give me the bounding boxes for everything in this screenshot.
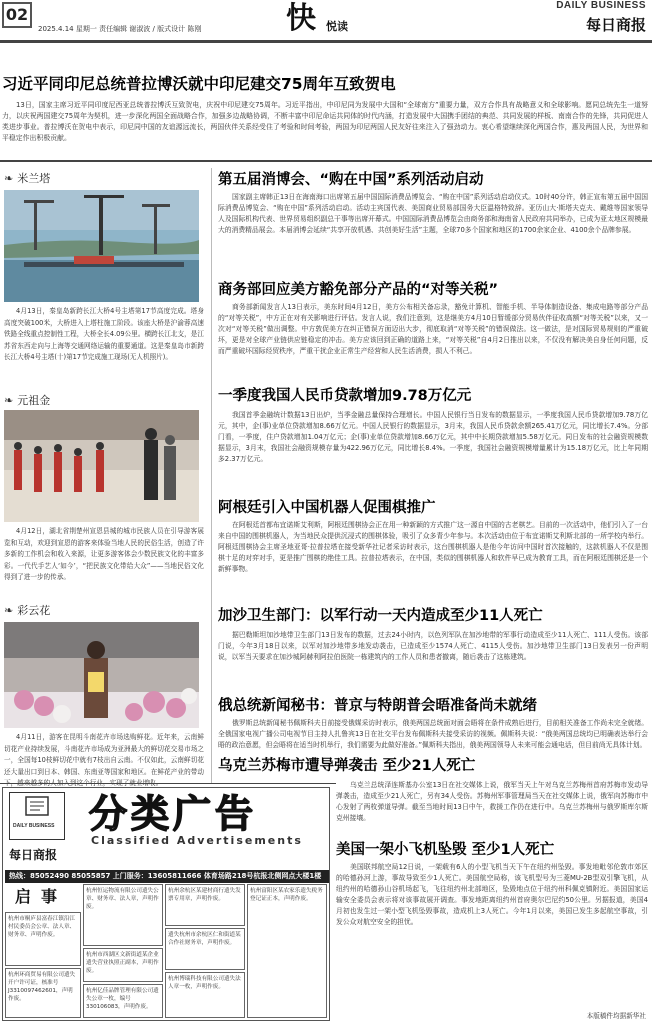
photo-section-head	[4, 170, 50, 186]
article-body: 我国首季金融统计数据13日出炉，当季金融总量保持合理增长。中国人民银行当日发布的数据显示，一季度我国人民币贷款增加9.78万亿元，其中，企(事)业单位贷款增加8.66万亿元。中国人民银行的数据显示，3月末，我国人民币贷款余额265.41万亿元，同比增长7.4%。分部门看，一季度，住户贷款增加1.04万亿元；企(事)业单位贷款增加8.66万亿元，其中中长期贷款增加5.58万亿元。同日发布的社会融资规模数据显示，3月末，我国社会融资规模存量为422.96万亿元，同比增长8.4%。一季度，我国社会融资规模增量累计为15.18万亿元，比上年同期多2.37万亿元。	[218, 411, 648, 463]
brand-chinese: 每日商报	[585, 16, 646, 34]
ad-title: 分类广告	[89, 791, 258, 836]
section-mark-icon: ❧	[4, 393, 14, 407]
ad-logo	[9, 792, 65, 840]
photo-section-head	[4, 602, 50, 618]
bridge-photo	[4, 190, 199, 302]
photo-section-title: 米兰塔	[17, 172, 51, 185]
article-body: 据巴勒斯坦加沙地带卫生部门13日发布的数据，过去24小时内，以色列军队在加沙地带的军事行动造成至少11人死亡、111人受伤。该部门说，今年3月18日以来，以军对加沙地带多地发动袭击，已造成至少1574人死亡、4115人受伤。加沙地带卫生部门13日发表另一份声明说，以军当天要求在加沙城阿赫利阿拉伯医院一栋建筑内的工作人员和患者撤离，随后袭击了这栋建筑。	[218, 631, 648, 661]
ad-hotline: 热线：85052490 85055857 上门服务：13605811666 体育场路218号杭报北侧网点大楼1楼	[5, 870, 329, 883]
dateline: 2025.4.14 星期一 责任编辑 谢淑波 / 版式设计 陈刚	[38, 25, 202, 33]
bridge-photo-image	[4, 190, 199, 302]
source-credit: 本版稿件均据新华社	[586, 1012, 646, 1020]
ad-notice: 杭州富阳区某农家乐遗失税务登记证正本，声明作废。	[247, 884, 327, 1018]
lead-body: 13日，国家主席习近平同印度尼西亚总统普拉博沃互致贺电，庆祝中印尼建交75周年。习近平指出，中印尼同为发展中大国和“全球南方”重要力量，双方合作具有战略意义和全球影响。愿同总统先生一道努力，以庆祝两国建交75周年为契机，进一步深化两国全面战略合作，加强多边战略协调，不断丰富中印尼命运共同体的时代内涵，打造发展中大国携手团结的典范、共同发展的样板、南南合作的先锋，共同促进人类进步事业。普拉博沃在贺电中表示，印尼同中国的友谊源远流长，两国伙伴关系经受住了考验和时间考验，两国为印尼两国人民友好往来注入了强劲动力。衷心希望继续深化两国合作，惠及两国人民，为世界和平稳定作出积极贡献。	[2, 101, 648, 142]
photo-caption: 4月13日，秦皇岛新跨长江大桥4号主塔第17节高度完成。塔身高度突破100米，大桥进入上塔柱施工阶段。该座大桥是沪渝蓉高速铁路全线重点控制性工程，大桥全长4.09公里。横跨长江北支，是江苏省东西走向与上海等交通网络运输的重要通道。这是秦皇岛市新跨长江大桥4号主塔(十)第17节完成施工现场(无人机照片)。	[4, 307, 204, 362]
photo-section-title: 彩云花	[17, 604, 51, 617]
article-headline: 乌克兰苏梅市遭导弹袭击 至少21人死亡	[218, 758, 476, 774]
page-header	[0, 0, 652, 46]
ad-brand: 每日商报	[9, 848, 58, 862]
section-divider	[0, 160, 652, 162]
ad-notice: 杭州恒运物流有限公司遗失公章、财务章、法人章，声明作废。	[83, 884, 163, 946]
article-headline: 俄总统新闻秘书：普京与特朗普会晤准备尚未就绪	[218, 698, 537, 714]
section-logo: 快	[286, 1, 316, 36]
article-headline: 加沙卫生部门：以军行动一天内造成至少11人死亡	[218, 608, 543, 624]
lead-headline: 习近平同印尼总统普拉博沃就中印尼建交75周年互致贺电	[2, 75, 396, 93]
photo-section-title: 元祖金	[17, 394, 51, 407]
section-mark-icon: ❧	[4, 603, 14, 617]
ad-notice: 杭州博瑞科技有限公司遗失法人章一枚，声明作废。	[165, 972, 245, 1018]
flower-photo	[4, 622, 199, 728]
ad-notice: 杭州环商贸易有限公司遗失开户许可证，核准号J3310097462601，声明作废。	[5, 968, 81, 1018]
photo-section-head	[4, 392, 50, 408]
brand-english: DAILY BUSINESS	[556, 0, 646, 11]
ad-notice: 杭州市桐庐县富春江镇沿江村民委员会公章、法人章、财务章、声明作废。	[5, 912, 81, 966]
notice-heading: 启事	[15, 887, 68, 906]
article-headline: 阿根廷引入中国机器人促围棋推广	[218, 500, 436, 516]
newspaper-logo-icon	[10, 793, 64, 823]
flower-photo-image	[4, 622, 199, 728]
ad-top-rule	[0, 783, 336, 784]
section-mark-icon: ❧	[4, 171, 14, 185]
ad-logo-text: DAILY BUSINESS	[13, 823, 55, 829]
column-separator	[211, 168, 212, 783]
ad-notice: 遗失杭州市余杭区仁和街道某合作社财务章，声明作废。	[165, 928, 245, 970]
photo-caption: 4月12日，湖北省荆楚州宣恩县城的城市民族人员在引导游客展览和互动，欢迎到宣恩的游客来体验当地人民的民俗生活，创造了许多新的工作机会和收入来源，让更多游客体会少数民族文化的丰富多彩。一代代手艺人‘如今’，“把民族文化带给大众”——当地民俗文化得到了进一步的传承。	[4, 527, 204, 582]
folk-photo	[4, 410, 199, 522]
photo-caption: 4月11日，游客在昆明斗南花卉市场选购鲜花。近年来，云南鲜切花产业持续发展，斗南花卉市场成为亚洲最大的鲜切花交易市场之一，全国每10枝鲜切花中就有7枝出自云南。不仅如此，云南鲜切花还大量出口到日本、韩国、东南亚等国家和地区。在鲜花产业的带动	[4, 733, 204, 776]
article-body: 商务部新闻发言人13日表示，美东时间4月12日，美方公布相关备忘录，豁免计算机、智能手机、半导体制造设备、集成电路等部分产品的“对等关税”，中方正在对有关影响进行评估。发言人说，我们注意到，这是继美方4月10日暂缓部分贸易伙伴征收高额“对等关税”以来，又一次对“对等关税”做出调整。中方敦促美方在纠正错误方面迈出大步，彻底取消“对等关税”的错误做法。这一做法，是对国际贸易规则的严重破坏，更是对全球产业链供应链稳定的冲击。美方应该回到正确的道路上来，“对等关税”自4月2日推出以来，不仅没有解决美自身任何问题，反而严重破坏国际经贸秩序，严重干扰企业正常生产经营和人民生活消费，损人不利己。	[218, 303, 648, 355]
article-body: 美国联邦航空局12日说，一架载有6人的小型飞机当天下午在纽约州坠毁。事发地毗邻伦敦市郊区的哈德孙河上游，事故导致至少1人死亡。美国航空局称，该飞机型号为三菱MU-2B型双引擎飞机，从纽约州的哈德孙山谷机场起飞，飞往纽约州北部地区，坠毁地点位于纽约州科佩克镇附近。美国国家运输安全委员会表示将对该事故展开调查。事发地距离纽约州首府奥尔巴尼约50公里。另据报道，美国4月初也发生过一架小型飞机坠毁事故，造成机上3人死亡。今年1月以来，美国已发生多起航空事故，引发公众对航空安全的担忧。	[336, 863, 648, 926]
article-headline: 美国一架小飞机坠毁 至少1人死亡	[336, 842, 555, 858]
article-body: 在阿根廷首都布宜诺斯艾利斯，阿根廷围棋协会正在用一种新颖的方式推广这一源自中国的古老棋艺。目前的一次活动中，他们引入了一台来自中国的围棋机器人，为当地民众提供沉浸式的围棋体验，吸引了众多青少年参与。本次活动由位于布宜诺斯艾利斯北部的一所学校内举行。阿根廷围棋协会主席圣地亚哥·拉普拉塔在接受新华社记者采访时表示，这台围棋机器人是他今年访问中国时首次接触的，这款机器人不仅是围棋十足的对弈对手，更是推广围棋的绝佳工具。拉普拉塔表示，在中国，类似的围棋机器人和软件早已成为教育工具，而在阿根廷围棋还是一个新鲜事物。	[218, 521, 648, 573]
folk-photo-image	[4, 410, 199, 522]
article-headline: 第五届消博会、“购在中国”系列活动启动	[218, 172, 484, 188]
ad-notice: 杭州市西湖区文新街道某企业遗失营业执照正副本，声明作废。	[83, 948, 163, 982]
header-rule	[0, 40, 652, 43]
article-body: 乌克兰总统泽连斯基办公室13日在社交媒体上说，俄军当天上午对乌克兰苏梅州首府苏梅市发动导弹袭击，造成至少21人死亡，另有34人受伤。苏梅州军事管理局当天在社交媒体上说，俄军向苏梅市中心发射了两枚弹道导弹。截至当地时间13日中午，救援工作仍在进行中。乌克兰苏梅州与俄罗斯库尔斯克州接壤。	[336, 781, 648, 822]
article-body: 俄罗斯总统新闻秘书佩斯科夫日前接受俄媒采访时表示，俄美两国总统面对面会晤将在条件成熟后进行，目前相关准备工作尚未完全就绪。全俄国家电视广播公司电视节目主持人扎鲁宾13日在社交平台发布佩斯科夫接受采访的视频。佩斯科夫说：“俄美两国总统均已明确表达举行会晤的政治意愿，但会晤将在适当时机举行，我们需要为此做好准备。”佩斯科夫指出，俄美两国领导人未来可能会通电话，但目前尚无具体计划。	[218, 719, 648, 749]
article-headline: 一季度我国人民币贷款增加9.78万亿元	[218, 388, 472, 404]
ad-subtitle: Classified Advertisements	[91, 834, 303, 847]
section-name: 悦读	[326, 20, 348, 33]
classified-ads	[2, 787, 330, 1021]
ad-notice: 杭州亿佳品牌管理有限公司遗失公章一枚，编号330106083，声明作废。	[83, 984, 163, 1018]
article-headline: 商务部回应美方豁免部分产品的“对等关税”	[218, 282, 499, 298]
page-number: 02	[2, 2, 32, 28]
article-body: 国家副主席韩正13日在海南海口出席第五届中国国际消费品博览会、“购在中国”系列活动启动仪式。10时40分许，韩正宣布第五届中国国际消费品博览会、“购在中国”系列活动启动。活动主宾国代表、美国商业贸易部国务大臣温格特致辞。亚历山大·斯塔夫克夫、戴维等国家领导人及国际机构代表、世界贸易组织副总干事等出席开幕式。中国国际消费品博览会由商务部和海南省人民政府共同举办，已成为亚太地区规模最大的消费精品展会。本届消博会延续“共享开放机遇、共创美好生活”主题，全球70多个国家和地区的1700余家企业、4100余个品牌参展。	[218, 193, 648, 234]
ad-notice: 杭州余杭区某建材商行遗失发票专用章，声明作废。	[165, 884, 245, 926]
